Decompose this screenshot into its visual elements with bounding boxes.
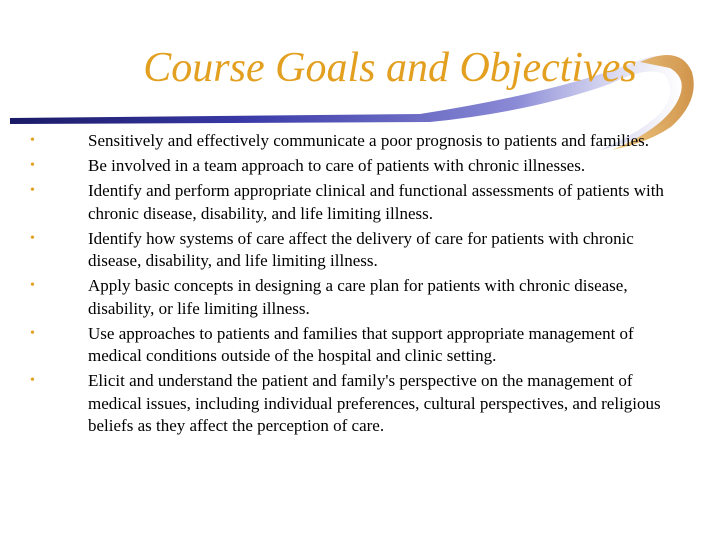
list-item-text: Identify and perform appropriate clinical and functional assessments of patients with chronic disease, disability, and life limiting illness. (88, 181, 664, 223)
bullet-icon: • (30, 373, 35, 388)
list-item-text: Use approaches to patients and families that support appropriate management of medical conditions outside of the hospital and clinic setting. (88, 323, 634, 365)
list-item-text: Apply basic concepts in designing a care plan for patients with chronic disease, disability, or life limiting illness. (88, 276, 628, 318)
list-item-text: Elicit and understand the patient and family's perspective on the management of medical issues, including individual preferences, cultural perspectives, and religious beliefs as they affect the perception of care. (88, 371, 661, 435)
list-item (30, 130, 690, 153)
bullet-icon: • (30, 183, 35, 198)
slide-title: Course Goals and Objectives (143, 45, 637, 91)
bullet-icon: • (30, 230, 35, 246)
bullet-icon: • (30, 278, 35, 293)
list-item (30, 155, 690, 178)
list-item (30, 323, 690, 368)
list-item (30, 180, 690, 225)
list-item (30, 370, 690, 438)
bullet-icon: • (30, 158, 35, 173)
objectives-list (30, 130, 690, 440)
list-item-text: Identify how systems of care affect the delivery of care for patients with chronic disease, disability, and life limiting illness. (88, 228, 634, 270)
list-item-text: Be involved in a team approach to care of patients with chronic illnesses. (88, 156, 586, 175)
list-item (30, 228, 690, 273)
list-item (30, 275, 690, 320)
bullet-icon: • (30, 325, 35, 341)
bullet-icon: • (30, 133, 35, 148)
list-item-text: Sensitively and effectively communicate a poor prognosis to patients and families. (88, 131, 650, 150)
